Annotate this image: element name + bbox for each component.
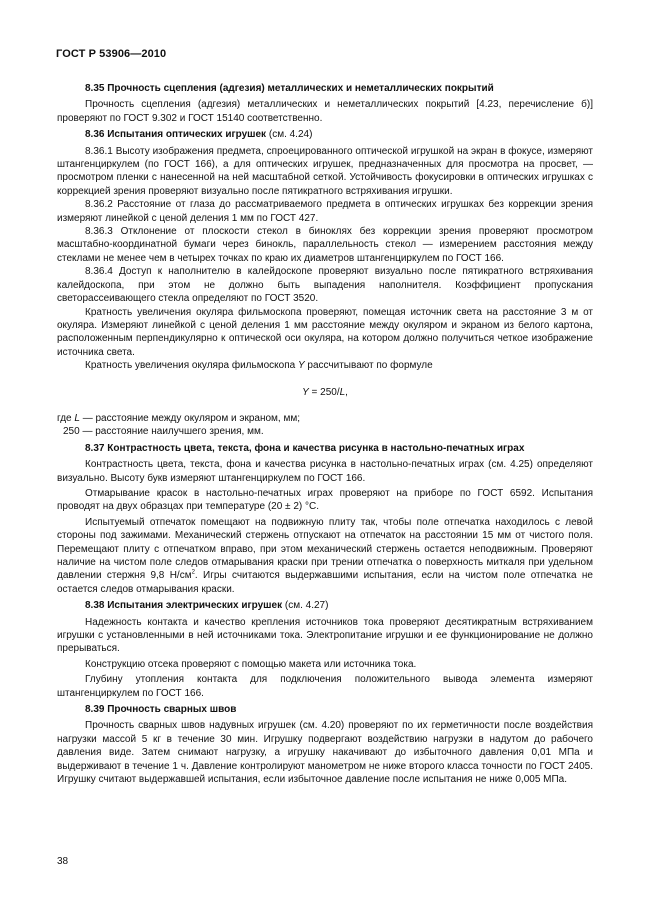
text: — расстояние между окуляром и экраном, мм;	[79, 412, 301, 424]
paragraph: 8.36.3 Отклонение от плоскости стекол в биноклях без коррекции зрения проверяют просмотром масштабно-координатной бумаги через бинокль, параллельность стекол — измерением расстояния между стеклами не менее чем в четырех точках по краю их диаметров штангенциркулем по ГОСТ 166.	[57, 226, 593, 264]
paragraph: 8.36.4 Доступ к наполнителю в калейдоскопе проверяют визуально после пятикратного встряхивания калейдоскопа, при этом не должно быть выпадения наполнителя. Коэффициент пропускания светорассеивающего стекла определяют по ГОСТ 3520.	[57, 266, 593, 305]
text: рассчитывают по формуле	[304, 360, 433, 372]
variable: Y	[297, 360, 305, 372]
variable: L	[74, 412, 80, 424]
paragraph: Контрастность цвета, текста, фона и качества рисунка в настольно-печатных играх (см. 4.25) определяют визуально. Высоту букв измеряют штангенциркулем по ГОСТ 166.	[57, 459, 593, 484]
section-heading-8-39: 8.39 Прочность сварных швов	[85, 704, 237, 716]
section-heading-8-36	[57, 128, 593, 141]
paragraph: Надежность контакта и качество крепления источников тока проверяют десятикратным встряхиванием игрушки с установленными в ней источниками тока. Электропитание игрушки и ее функционирование не должно прерываться.	[57, 616, 593, 655]
text: . Игры считаются выдержавшими испытания, если на чистом поле отпечатка не остается следов отмарывания краски.	[57, 570, 593, 595]
paragraph: Отмарывание красок в настольно-печатных играх проверяют на приборе по ГОСТ 6592. Испытания проводят на двух образцах при температуре (20 ± 2) °С.	[57, 487, 593, 513]
formula-text: = 250/	[308, 386, 340, 398]
paragraph: Глубину утопления контакта для подключения положительного вывода элемента измеряют штангенциркулем по ГОСТ 166.	[57, 674, 593, 699]
section-heading-8-38	[57, 599, 593, 612]
formula-explanation	[57, 412, 593, 425]
paragraph: 8.36.2 Расстояние от глаза до рассматриваемого предмета в оптических игрушках без коррекции зрения измеряют линейкой с ценой деления 1 мм по ГОСТ 427.	[57, 199, 593, 224]
section-heading-text: 8.38 Испытания электрических игрушек	[85, 600, 283, 612]
formula	[57, 386, 593, 399]
paragraph: Кратность увеличения окуляра фильмоскопа проверяют, помещая источник света на расстояние 3 м от окуляра. Измеряют линейкой с ценой деления 1 мм расстояние между окуляром и экраном из белого картона, расположенным перпендикулярно к оптической оси окуляра, на котором должно получиться четкое изображение источника света.	[57, 306, 593, 358]
page-number: 38	[57, 856, 69, 867]
formula-text: ,	[345, 386, 348, 398]
paragraph	[57, 516, 593, 596]
text: где	[57, 412, 75, 424]
section-heading-8-37: 8.37 Контрастность цвета, текста, фона и качества рисунка в настольно-печатных играх	[85, 442, 525, 454]
section-heading-8-35: 8.35 Прочность сцепления (адгезия) металлических и неметаллических покрытий	[85, 83, 494, 94]
paragraph: 8.36.1 Высоту изображения предмета, спроецированного оптической игрушкой на экран в фокусе, измеряют штангенциркулем (по ГОСТ 166), а для оптических игрушек, предназначенных для просмотра на просвет, — просмотром пленки с нанесенной на ней масштабной сеткой. Устойчивость фокусировки в оптических игрушках с коррекцией зрения проверяют визуально после пятикратного встряхивания игрушки.	[57, 145, 593, 197]
formula-variable: Y	[302, 386, 309, 398]
paragraph: Прочность сварных швов надувных игрушек (см. 4.20) проверяют по их герметичности после воздействия нагрузки массой 5 кг в течение 30 мин. Игрушку подвергают воздействию нагрузки в надутом до рабочего давления виде. Затем снимают нагрузку, а игрушку накачивают до избыточного давления 0,01 МПа и выдерживают в течение 1 ч. Давление контролируют манометром не ниже второго класса точности по ГОСТ 2405. Игрушку считают выдержавшей испытания, если избыточное давление после испытания не ниже 0,005 МПа.	[57, 720, 593, 786]
formula-variable: L	[339, 386, 346, 398]
text: Испытуемый отпечаток помещают на подвижную плиту так, чтобы поле отпечатка находилось с левой стороны под зажимами. Механический стержень отпускают на отпечаток на расстоянии 15 мм от чистого поля. Перемещают плиту с отпечатком вправо, при этом механический стержень остается неподвижным. Проверяют наличие на чистом поле следов отмарывания краски при трении отпечатка о поверхность миткаля при удельном давлении стержня 9,8 Н/см	[57, 516, 593, 582]
section-heading-ref: (см. 4.24)	[268, 129, 313, 141]
paragraph	[57, 359, 593, 372]
page-header: ГОСТ Р 53906—2010	[56, 48, 167, 60]
formula-explanation: 250 — расстояние наилучшего зрения, мм.	[63, 426, 264, 438]
section-heading-ref: (см. 4.27)	[284, 600, 329, 612]
paragraph: Конструкцию отсека проверяют с помощью макета или источника тока.	[85, 658, 417, 670]
section-heading-text: 8.36 Испытания оптических игрушек	[85, 129, 267, 141]
superscript: 2	[191, 570, 195, 577]
document-body	[57, 79, 593, 787]
paragraph: Прочность сцепления (адгезия) металлических и неметаллических покрытий [4.23, перечисление б)] проверяют по ГОСТ 9.302 и ГОСТ 15140 соответственно.	[57, 99, 593, 124]
text: Кратность увеличения окуляра фильмоскопа	[85, 360, 298, 372]
